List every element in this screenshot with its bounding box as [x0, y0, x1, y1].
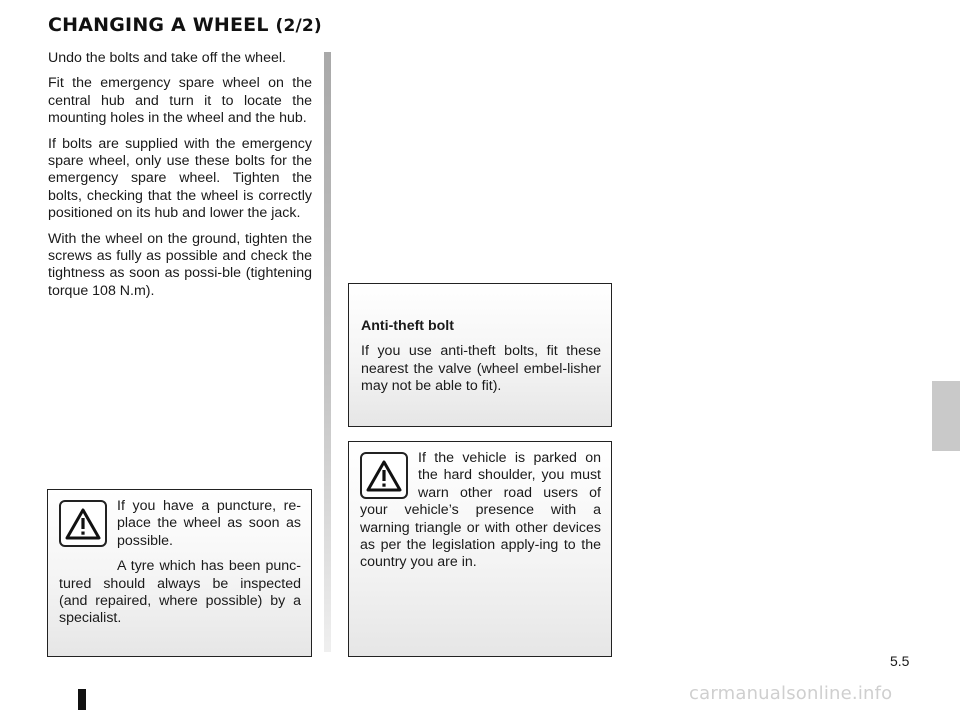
paragraph: Fit the emergency spare wheel on the central hub and turn it to locate the mounting holes in the wheel and the hub. [48, 75, 312, 127]
page-title-text: CHANGING A WHEEL [48, 14, 269, 36]
footer-mark [78, 689, 86, 710]
anti-theft-note-box [348, 283, 612, 427]
anti-theft-text: If you use anti-theft bolts, fit these nearest the valve (wheel embel-lisher may not be able to fit). [361, 343, 601, 395]
left-column [48, 50, 312, 308]
paragraph: If bolts are supplied with the emergency spare wheel, only use these bolts for the emergency spare wheel. Tighten the bolts, checking that the wheel is correctly positioned on its hub and lower the jack. [48, 135, 312, 222]
page-title [48, 14, 322, 36]
paragraph: Undo the bolts and take off the wheel. [48, 50, 286, 66]
parked-text: If the vehicle is parked on the hard shoulder, you must warn other road users of your vehicle’s presence with a warning triangle or with other devices as per the legislation apply-ing to the country you are in. [360, 450, 601, 571]
paragraph: With the wheel on the ground, tighten the screws as fully as possible and check the tightness as soon as possi-ble (tightening torque 108 N.m). [48, 230, 312, 299]
watermark: carmanualsonline.info [689, 683, 893, 704]
page-number: 5.5 [890, 653, 910, 669]
puncture-text-1: If you have a puncture, re-place the wheel as soon as possible. [117, 498, 301, 549]
column-divider [324, 52, 331, 652]
parked-warning-box [348, 441, 612, 657]
warning-triangle-icon [360, 452, 408, 499]
page-title-part: (2/2) [275, 16, 322, 36]
puncture-text-2: A tyre which has been punc-tured should always be inspected (and repaired, where possible) by a specialist. [59, 558, 301, 627]
puncture-warning-box [47, 489, 312, 657]
section-thumb-tab [932, 381, 960, 451]
anti-theft-title: Anti-theft bolt [361, 318, 454, 334]
warning-triangle-icon [59, 500, 107, 547]
